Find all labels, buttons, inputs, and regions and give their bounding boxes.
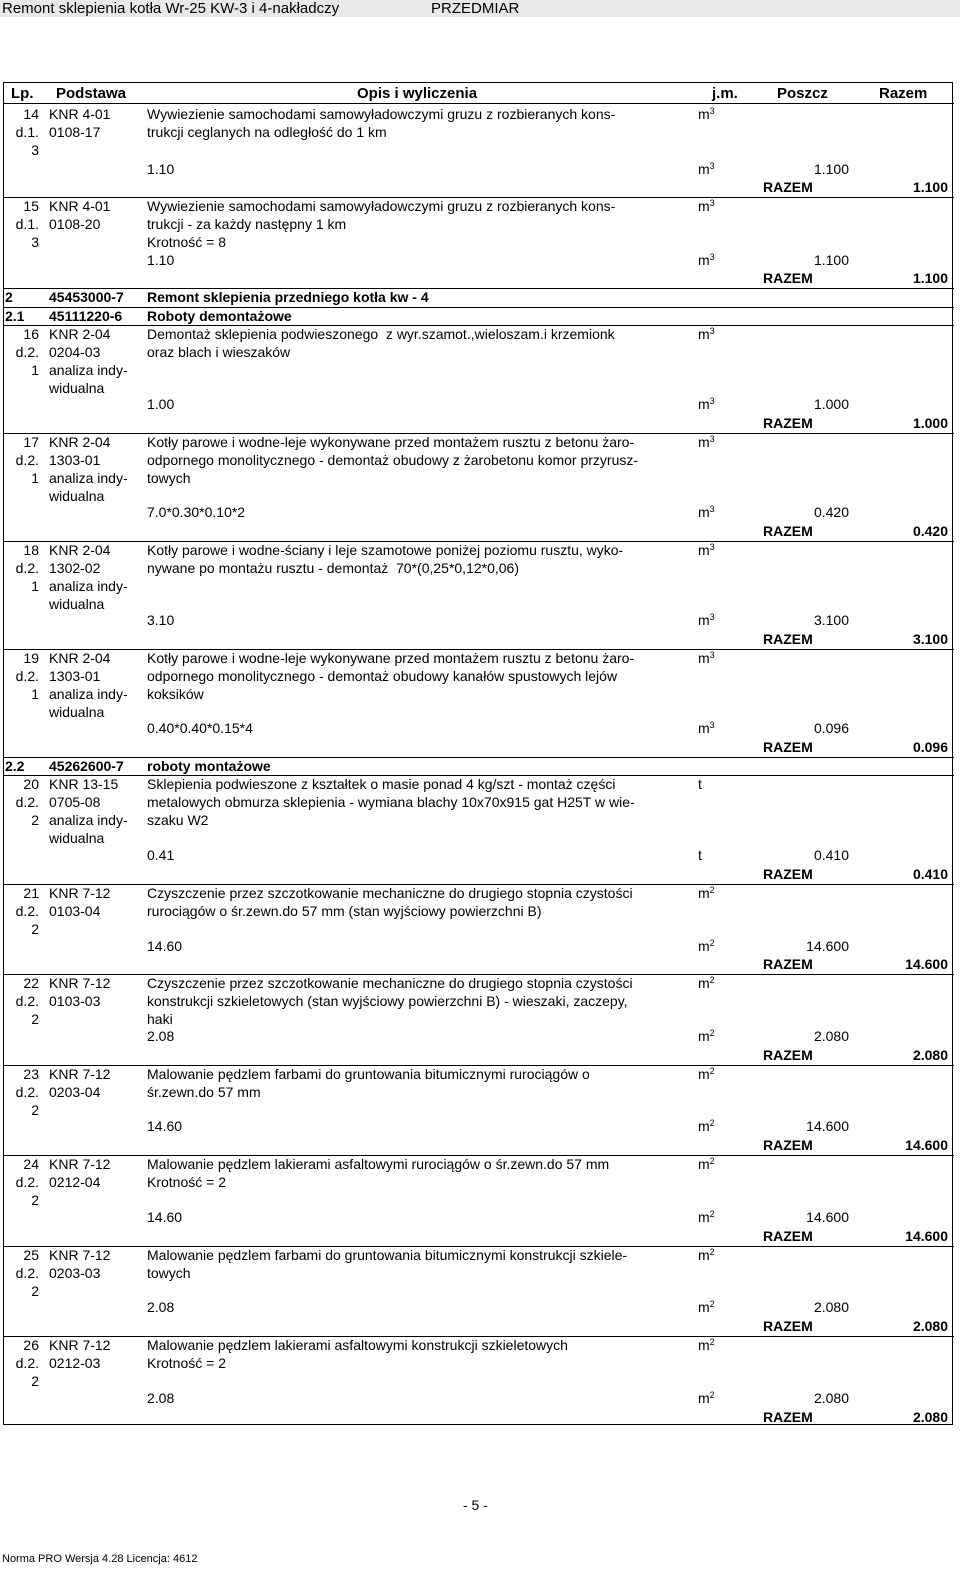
unit-base: m <box>698 198 710 214</box>
razem-value: 0.420 <box>912 523 948 539</box>
calc-unit <box>698 1028 715 1045</box>
page-number: - 5 - <box>463 1497 488 1513</box>
calc-unit <box>698 504 715 521</box>
position-number: 2 <box>31 812 39 828</box>
unit-exponent: 2 <box>709 1156 715 1166</box>
header-opis: Opis i wyliczenia <box>357 85 478 102</box>
header-poszcz: Poszcz <box>777 85 828 102</box>
razem-label: RAZEM <box>763 739 813 755</box>
description-line: Sklepienia podwieszone z kształtek o masie ponad 4 kg/szt - montaż części <box>147 776 616 792</box>
unit-exponent: 2 <box>709 1299 715 1309</box>
calc-unit <box>698 938 715 955</box>
unit-label <box>698 1156 715 1173</box>
basis-code: 0103-03 <box>49 993 101 1009</box>
basis-code: 0203-04 <box>49 1084 101 1100</box>
unit-label <box>698 1066 715 1083</box>
position-number: 2 <box>31 1102 39 1118</box>
basis-code: KNR 2-04 <box>49 542 111 558</box>
description-line: szaku W2 <box>147 812 209 828</box>
position-number: d.2. <box>15 993 39 1009</box>
basis-code: KNR 2-04 <box>49 434 111 450</box>
calculation: 7.0*0.30*0.10*2 <box>147 504 246 520</box>
header-podstawa: Podstawa <box>56 85 127 102</box>
position-number: 2 <box>31 921 39 937</box>
position-number: d.1. <box>15 216 39 232</box>
unit-exponent: 3 <box>709 252 715 262</box>
unit-exponent: 2 <box>709 1390 715 1400</box>
section-code: 45262600-7 <box>49 758 124 774</box>
calculation: 1.00 <box>147 396 175 412</box>
description-line: trukcji ceglanych na odległość do 1 km <box>147 124 387 140</box>
unit-base: m <box>698 1247 710 1263</box>
description-line: rurociągów o śr.zewn.do 57 mm (stan wyjściowy powierzchni B) <box>147 903 542 919</box>
unit-base: m <box>698 1337 710 1353</box>
poszcz-value: 14.600 <box>806 1118 849 1134</box>
calculation: 0.41 <box>147 847 175 863</box>
basis-code: KNR 7-12 <box>49 1247 111 1263</box>
basis-code: KNR 7-12 <box>49 1156 111 1172</box>
razem-value: 1.100 <box>912 270 948 286</box>
unit-label <box>698 1337 715 1354</box>
razem-value: 2.080 <box>912 1318 948 1334</box>
unit-label <box>698 975 715 992</box>
description-line: Kotły parowe i wodne-ściany i leje szamotowe poniżej poziomu rusztu, wyko- <box>147 542 624 558</box>
position-number: 1 <box>31 362 39 378</box>
position-number: 3 <box>31 142 39 158</box>
section-number: 2 <box>5 289 13 305</box>
unit-exponent: 3 <box>709 434 715 444</box>
description-line: towych <box>147 470 191 486</box>
position-number: d.2. <box>15 1084 39 1100</box>
calculation: 3.10 <box>147 612 175 628</box>
calculation: 14.60 <box>147 938 183 954</box>
unit-exponent: 3 <box>709 504 715 514</box>
razem-label: RAZEM <box>763 1137 813 1153</box>
razem-value: 1.000 <box>912 415 948 431</box>
description-line: Krotność = 2 <box>147 1174 226 1190</box>
description-line: Wywiezienie samochodami samowyładowczymi gruzu z rozbieranych kons- <box>147 198 616 214</box>
unit-base: m <box>698 1156 710 1172</box>
basis-code: 0705-08 <box>49 794 101 810</box>
basis-code: KNR 2-04 <box>49 326 111 342</box>
position-number: d.2. <box>15 903 39 919</box>
position-number: d.2. <box>15 1174 39 1190</box>
razem-label: RAZEM <box>763 1409 813 1425</box>
unit-label <box>698 650 715 667</box>
razem-label: RAZEM <box>763 956 813 972</box>
position-number: d.2. <box>15 794 39 810</box>
calculation: 0.40*0.40*0.15*4 <box>147 720 253 736</box>
basis-code: analiza indy- <box>49 362 128 378</box>
unit-exponent: 3 <box>709 326 715 336</box>
poszcz-value: 2.080 <box>813 1390 849 1406</box>
header-lp: Lp. <box>11 85 34 102</box>
position-number: d.2. <box>15 668 39 684</box>
description-line: Kotły parowe i wodne-leje wykonywane przed montażem rusztu z betonu żaro- <box>147 434 635 450</box>
calc-unit <box>698 1209 715 1226</box>
calc-unit <box>698 252 715 269</box>
basis-code: widualna <box>49 380 105 396</box>
document-title: Remont sklepienia kotła Wr-25 KW-3 i 4-nakładczy <box>2 0 340 17</box>
description-line: nywane po montażu rusztu - demontaż 70*(0,25*0,12*0,06) <box>147 560 520 576</box>
position-number: 20 <box>23 776 39 792</box>
basis-code: widualna <box>49 830 105 846</box>
poszcz-value: 0.420 <box>813 504 849 520</box>
unit-base: m <box>698 1299 710 1315</box>
basis-code: widualna <box>49 596 105 612</box>
position-number: 15 <box>23 198 39 214</box>
razem-value: 1.100 <box>912 179 948 195</box>
description-line: towych <box>147 1265 191 1281</box>
position-number: d.2. <box>15 344 39 360</box>
unit-base: m <box>698 434 710 450</box>
description-line: metalowych obmurza sklepienia - wymiana blachy 10x70x915 gat H25T w wie- <box>147 794 635 810</box>
basis-code: KNR 7-12 <box>49 1337 111 1353</box>
basis-code: 0108-20 <box>49 216 101 232</box>
description-line: oraz blach i wieszaków <box>147 344 291 360</box>
description-line: Kotły parowe i wodne-leje wykonywane przed montażem rusztu z betonu żaro- <box>147 650 635 666</box>
description-line: Wywiezienie samochodami samowyładowczymi gruzu z rozbieranych kons- <box>147 106 616 122</box>
position-number: 24 <box>23 1156 39 1172</box>
position-number: 3 <box>31 234 39 250</box>
poszcz-value: 1.100 <box>813 161 849 177</box>
position-number: d.2. <box>15 452 39 468</box>
calculation: 1.10 <box>147 161 175 177</box>
section-code: 45111220-6 <box>49 308 123 324</box>
unit-exponent: 2 <box>709 885 715 895</box>
unit-base: m <box>698 938 710 954</box>
calculation: 2.08 <box>147 1390 175 1406</box>
razem-value: 14.600 <box>905 1228 948 1244</box>
basis-code: analiza indy- <box>49 812 128 828</box>
calculation: 2.08 <box>147 1299 175 1315</box>
basis-code: KNR 13-15 <box>49 776 119 792</box>
unit-label <box>698 776 702 793</box>
description-line: koksików <box>147 686 204 702</box>
unit-base: m <box>698 252 710 268</box>
position-number: d.1. <box>15 124 39 140</box>
basis-code: 0103-04 <box>49 903 101 919</box>
row-divider <box>4 103 954 104</box>
razem-label: RAZEM <box>763 415 813 431</box>
poszcz-value: 14.600 <box>806 1209 849 1225</box>
description-line: odpornego monolitycznego - demontaż obudowy kanałów spustowych lejów <box>147 668 618 684</box>
description-line: Malowanie pędzlem farbami do gruntowania bitumicznymi konstrukcji szkiele- <box>147 1247 628 1263</box>
basis-code: 1303-01 <box>49 668 101 684</box>
poszcz-value: 14.600 <box>806 938 849 954</box>
basis-code: widualna <box>49 488 105 504</box>
position-number: 17 <box>23 434 39 450</box>
calculation: 14.60 <box>147 1118 183 1134</box>
calc-unit <box>698 1390 715 1407</box>
razem-value: 0.096 <box>912 739 948 755</box>
unit-base: m <box>698 504 710 520</box>
unit-base: m <box>698 1066 710 1082</box>
unit-base: m <box>698 542 710 558</box>
basis-code: KNR 2-04 <box>49 650 111 666</box>
calculation: 14.60 <box>147 1209 183 1225</box>
razem-label: RAZEM <box>763 631 813 647</box>
calc-unit <box>698 1299 715 1316</box>
unit-base: m <box>698 106 710 122</box>
razem-label: RAZEM <box>763 1228 813 1244</box>
unit-base: t <box>698 776 702 792</box>
description-line: Malowanie pędzlem lakierami asfaltowymi rurociągów o śr.zewn.do 57 mm <box>147 1156 610 1172</box>
unit-exponent: 3 <box>709 650 715 660</box>
basis-code: KNR 7-12 <box>49 885 111 901</box>
description-line: Krotność = 2 <box>147 1355 226 1371</box>
position-number: 25 <box>23 1247 39 1263</box>
description-line: haki <box>147 1011 173 1027</box>
calc-unit <box>698 161 715 178</box>
unit-base: m <box>698 650 710 666</box>
section-number: 2.1 <box>5 308 25 324</box>
footer-license: Norma PRO Wersja 4.28 Licencja: 4612 <box>2 1553 198 1565</box>
section-code: 45453000-7 <box>49 289 124 305</box>
unit-exponent: 3 <box>709 542 715 552</box>
header-jm: j.m. <box>712 85 738 102</box>
unit-base: m <box>698 161 710 177</box>
poszcz-value: 1.100 <box>813 252 849 268</box>
unit-exponent: 2 <box>709 1118 715 1128</box>
razem-value: 3.100 <box>912 631 948 647</box>
unit-base: m <box>698 720 710 736</box>
title-bar <box>0 0 960 17</box>
unit-label <box>698 434 715 451</box>
unit-exponent: 2 <box>709 1209 715 1219</box>
calc-unit <box>698 612 715 629</box>
unit-base: m <box>698 1028 710 1044</box>
position-number: 16 <box>23 326 39 342</box>
description-line: Krotność = 8 <box>147 234 226 250</box>
unit-base: m <box>698 1209 710 1225</box>
unit-label <box>698 885 715 902</box>
position-number: 19 <box>23 650 39 666</box>
poszcz-value: 0.096 <box>813 720 849 736</box>
basis-code: KNR 4-01 <box>49 198 111 214</box>
section-number: 2.2 <box>5 758 25 774</box>
calculation: 1.10 <box>147 252 175 268</box>
basis-code: analiza indy- <box>49 578 128 594</box>
position-number: 14 <box>23 106 39 122</box>
header-razem: Razem <box>879 85 928 102</box>
position-number: 1 <box>31 686 39 702</box>
position-number: 2 <box>31 1192 39 1208</box>
unit-base: m <box>698 1390 710 1406</box>
razem-label: RAZEM <box>763 270 813 286</box>
description-line: Malowanie pędzlem farbami do gruntowania bitumicznymi rurociągów o <box>147 1066 590 1082</box>
unit-exponent: 2 <box>709 1028 715 1038</box>
poszcz-value: 2.080 <box>813 1299 849 1315</box>
razem-value: 14.600 <box>905 1137 948 1153</box>
calc-unit <box>698 847 702 864</box>
position-number: d.2. <box>15 1355 39 1371</box>
razem-value: 2.080 <box>912 1047 948 1063</box>
unit-exponent: 3 <box>709 396 715 406</box>
przedmiar-table <box>3 82 953 1425</box>
section-title: Remont sklepienia przedniego kotła kw - 4 <box>147 289 429 305</box>
unit-exponent: 2 <box>709 1337 715 1347</box>
basis-code: KNR 7-12 <box>49 1066 111 1082</box>
razem-value: 14.600 <box>905 956 948 972</box>
unit-base: m <box>698 1118 710 1134</box>
poszcz-value: 2.080 <box>813 1028 849 1044</box>
unit-exponent: 3 <box>709 161 715 171</box>
basis-code: analiza indy- <box>49 470 128 486</box>
unit-exponent: 3 <box>709 106 715 116</box>
description-line: Demontaż sklepienia podwieszonego z wyr.szamot.,wieloszam.i krzemionk <box>147 326 615 342</box>
unit-base: m <box>698 885 710 901</box>
unit-base: m <box>698 326 710 342</box>
position-number: 2 <box>31 1283 39 1299</box>
calc-unit <box>698 1118 715 1135</box>
unit-label <box>698 106 715 123</box>
position-number: 2 <box>31 1011 39 1027</box>
basis-code: 0212-03 <box>49 1355 101 1371</box>
calculation: 2.08 <box>147 1028 175 1044</box>
description-line: odpornego monolitycznego - demontaż obudowy z żarobetonu komor przyrusz- <box>147 452 639 468</box>
position-number: d.2. <box>15 1265 39 1281</box>
unit-base: m <box>698 975 710 991</box>
unit-exponent: 2 <box>709 975 715 985</box>
description-line: trukcji - za każdy następny 1 km <box>147 216 347 232</box>
basis-code: widualna <box>49 704 105 720</box>
unit-base: m <box>698 612 710 628</box>
unit-label <box>698 542 715 559</box>
razem-label: RAZEM <box>763 179 813 195</box>
basis-code: 0203-03 <box>49 1265 101 1281</box>
basis-code: 0212-04 <box>49 1174 101 1190</box>
calc-unit <box>698 396 715 413</box>
unit-label <box>698 326 715 343</box>
razem-label: RAZEM <box>763 1047 813 1063</box>
unit-exponent: 3 <box>709 720 715 730</box>
poszcz-value: 3.100 <box>813 612 849 628</box>
unit-label <box>698 198 715 215</box>
poszcz-value: 0.410 <box>813 847 849 863</box>
razem-value: 0.410 <box>912 866 948 882</box>
unit-exponent: 2 <box>709 938 715 948</box>
calc-unit <box>698 720 715 737</box>
basis-code: KNR 7-12 <box>49 975 111 991</box>
basis-code: 0108-17 <box>49 124 101 140</box>
position-number: d.2. <box>15 560 39 576</box>
razem-label: RAZEM <box>763 523 813 539</box>
section-title: Roboty demontażowe <box>147 308 292 324</box>
position-number: 2 <box>31 1373 39 1389</box>
description-line: konstrukcji szkieletowych (stan wyjściowy powierzchni B) - wieszaki, zaczepy, <box>147 993 628 1009</box>
document-type: PRZEDMIAR <box>431 0 520 17</box>
section-title: roboty montażowe <box>147 758 271 774</box>
razem-label: RAZEM <box>763 866 813 882</box>
unit-base: m <box>698 396 710 412</box>
basis-code: 1302-02 <box>49 560 101 576</box>
description-line: Malowanie pędzlem lakierami asfaltowymi konstrukcji szkieletowych <box>147 1337 568 1353</box>
position-number: 23 <box>23 1066 39 1082</box>
position-number: 26 <box>23 1337 39 1353</box>
unit-exponent: 2 <box>709 1066 715 1076</box>
position-number: 21 <box>23 885 39 901</box>
razem-label: RAZEM <box>763 1318 813 1334</box>
poszcz-value: 1.000 <box>813 396 849 412</box>
basis-code: KNR 4-01 <box>49 106 111 122</box>
basis-code: 0204-03 <box>49 344 101 360</box>
unit-exponent: 3 <box>709 198 715 208</box>
position-number: 1 <box>31 578 39 594</box>
description-line: śr.zewn.do 57 mm <box>147 1084 261 1100</box>
basis-code: analiza indy- <box>49 686 128 702</box>
basis-code: 1303-01 <box>49 452 101 468</box>
unit-exponent: 2 <box>709 1247 715 1257</box>
unit-exponent: 3 <box>709 612 715 622</box>
position-number: 22 <box>23 975 39 991</box>
position-number: 18 <box>23 542 39 558</box>
position-number: 1 <box>31 470 39 486</box>
description-line: Czyszczenie przez szczotkowanie mechaniczne do drugiego stopnia czystości <box>147 975 633 991</box>
unit-base: t <box>698 847 702 863</box>
razem-value: 2.080 <box>912 1409 948 1425</box>
unit-label <box>698 1247 715 1264</box>
description-line: Czyszczenie przez szczotkowanie mechaniczne do drugiego stopnia czystości <box>147 885 633 901</box>
